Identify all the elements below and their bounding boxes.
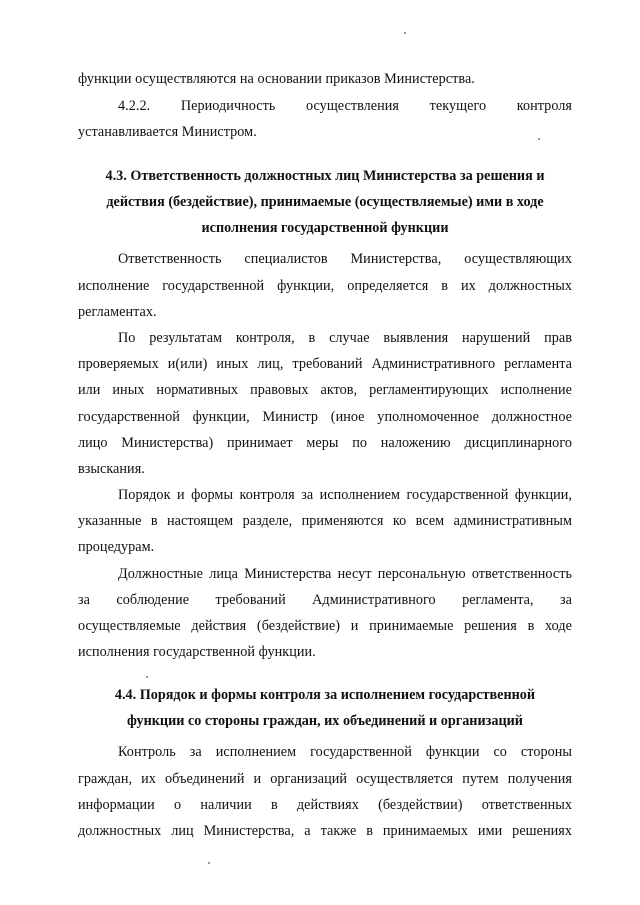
paragraph-line: осуществляемые действия (бездействие) и принимаемые решения в ходе (78, 618, 572, 634)
paragraph-line: устанавливается Министром. (78, 124, 257, 140)
paragraph-line: процедурам. (78, 539, 155, 555)
section-heading-4-3-line: 4.3. Ответственность должностных лиц Министерства за решения и (105, 168, 545, 184)
paragraph-line: взыскания. (78, 461, 145, 477)
paragraph-line: функции осуществляются на основании приказов Министерства. (78, 71, 475, 87)
paragraph-line: Порядок и формы контроля за исполнением государственной функции, (118, 487, 572, 503)
paragraph-line: По результатам контроля, в случае выявления нарушений прав (118, 330, 572, 346)
paragraph-line: должностных лиц Министерства, а также в принимаемых ими решениях (78, 823, 572, 839)
scan-speck (538, 138, 540, 140)
paragraph-line: исполнение государственной функции, определяется в их должностных (78, 278, 572, 294)
section-heading-4-3-line: действия (бездействие), принимаемые (осуществляемые) ими в ходе (106, 194, 544, 210)
paragraph-line: проверяемых и(или) иных лиц, требований Административного регламента (78, 356, 572, 372)
paragraph-line: указанные в настоящем разделе, применяются ко всем административным (78, 513, 572, 529)
paragraph-line: государственной функции, Министр (иное уполномоченное должностное (78, 409, 572, 425)
paragraph-line: Должностные лица Министерства несут персональную ответственность (118, 566, 572, 582)
paragraph-line: граждан, их объединений и организаций осуществляется путем получения (78, 771, 572, 787)
paragraph-line: или иных нормативных правовых актов, регламентирующих исполнение (78, 382, 572, 398)
paragraph-line: за соблюдение требований Административного регламента, за (78, 592, 572, 608)
paragraph-line: лицо Министерства) принимает меры по наложению дисциплинарного (78, 435, 572, 451)
paragraph-line: Ответственность специалистов Министерства, осуществляющих (118, 251, 572, 267)
scan-speck (208, 862, 210, 864)
section-heading-4-3-line: исполнения государственной функции (201, 220, 449, 236)
paragraph-line: информации о наличии в действиях (бездействии) ответственных (78, 797, 572, 813)
scan-speck (146, 676, 148, 678)
scan-speck (404, 32, 406, 34)
paragraph-line: исполнения государственной функции. (78, 644, 316, 660)
paragraph-line: Контроль за исполнением государственной функции со стороны (118, 744, 572, 760)
section-heading-4-4-line: функции со стороны граждан, их объединений и организаций (127, 713, 523, 729)
paragraph-line: 4.2.2. Периодичность осуществления текущего контроля (118, 98, 572, 114)
paragraph-line: регламентах. (78, 304, 157, 320)
section-heading-4-4-line: 4.4. Порядок и формы контроля за исполнением государственной (114, 687, 536, 703)
